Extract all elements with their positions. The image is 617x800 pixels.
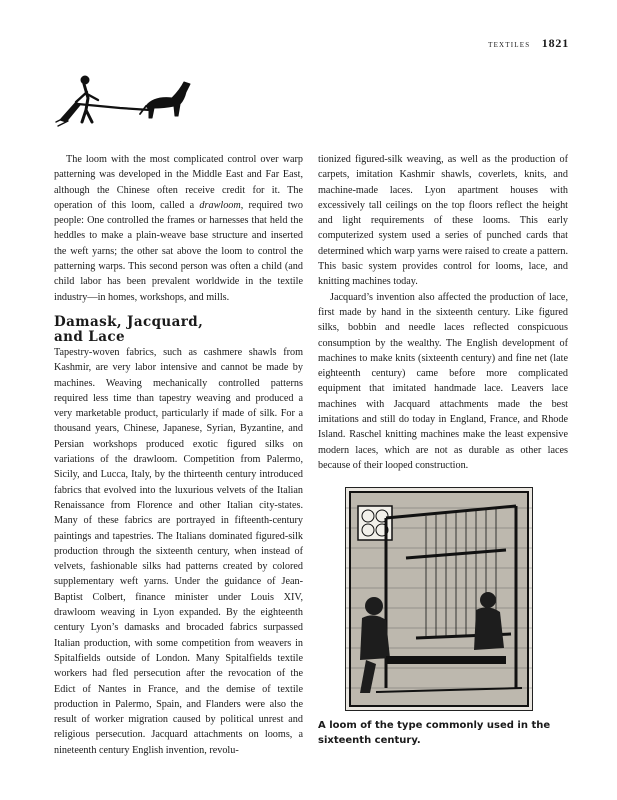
section-heading: Damask, Jacquard, and Lace xyxy=(54,313,204,345)
paragraph-tapestry: Tapestry-woven fabrics, such as cashmere shawls from Kashmir, are very labor intensive and cannot be made by machines. Weaving mechanically controlled patterns required less time than tapestry weaving and produced a very marketable product, particularly if made of silk. For a thousand years, Chinese, Japanese, Syrian, Byzantine, and Persian workshops produced exotic figured silks on variations of the drawloom. Competition from Palermo, Sicily, and Lucca, Italy, by the thirteenth century introduced fabrics that evolved into the luxurious velvets of the Italian Renaissance from Florence and other Italian city-states. Many of these fabrics are portrayed in fifteenth-century paintings and tapestries. The Italians dominated figured-silk production through the sixteenth century, when instead of velvets, fashionable silks had patterns created by colored supplementary weft yarns. Under the guidance of Jean-Baptist Colbert, finance minister under Louis XIV, drawloom weaving in Lyon expanded. By the eighteenth century Lyon’s damasks and brocaded fabrics surpassed Italian production, with some competition from weavers in Spitalfields outside of London. Many Spitalfields textile workers had fled persecution after the revocation of the Edict of Nantes in France, and the demise of textile production in Palermo, Spain, and Flanders were also the result of worker migration caused by political unrest and religious persecution. Jacquard attachments on looms, a nineteenth century English invention, revolu- xyxy=(54,346,303,756)
plow-and-horse-icon xyxy=(54,72,194,128)
paragraph-jacquard-weaving: tionized figured-silk weaving, as well as the production of carpets, imitation Kashmir shawls, coverlets, knits, and machine-made laces. Lyon apartment houses with excessively tall ceilings on the top floors reflect the height and light requirements of these looms. This early computerized system used a series of punched cards that determined which warp yarns were raised to create a pattern. This basic system provides control for looms, lace, and knitting machines today. xyxy=(318,154,568,288)
left-column xyxy=(54,152,303,758)
paragraph-drawloom: The loom with the most complicated control over warp patterning was developed in the Middle East and Far East, although the Chinese often receive credit for it. The operation of this loom, called a drawloom, required two people: One controlled the frames or harnesses that held the heddles to make a plain-weave base structure and inserted the weft yarns; the other sat above the loom to control the patterning warps. This second person was often a child (and child labor has been prevalent worldwide in the textile industry—in homes, workshops, and mills. xyxy=(54,154,303,303)
paragraph-lace: Jacquard’s invention also affected the production of lace, first made by hand in the sixteenth century. Like figured silks, bobbin and needle laces reflected conspicuous consumption by the wealthy. The English development of machines to make knits (sixteenth century) and fine net (late eighteenth century) came before more complicated equipment that imitated handmade lace. Leavers lace machines with Jacquard attachments made the best imitations and still do today in England, France, and Rhode Island. Raschel knitting machines make the least expensive modern laces, which are not as durable as other laces because of their looped construction. xyxy=(318,291,568,471)
running-head xyxy=(488,36,569,51)
figure-caption: A loom of the type commonly used in the sixteenth century. xyxy=(318,720,551,746)
page-number: 1821 xyxy=(541,36,569,50)
right-column xyxy=(318,152,568,473)
loom-woodcut-illustration xyxy=(345,487,533,711)
section-title: textiles xyxy=(488,40,531,50)
